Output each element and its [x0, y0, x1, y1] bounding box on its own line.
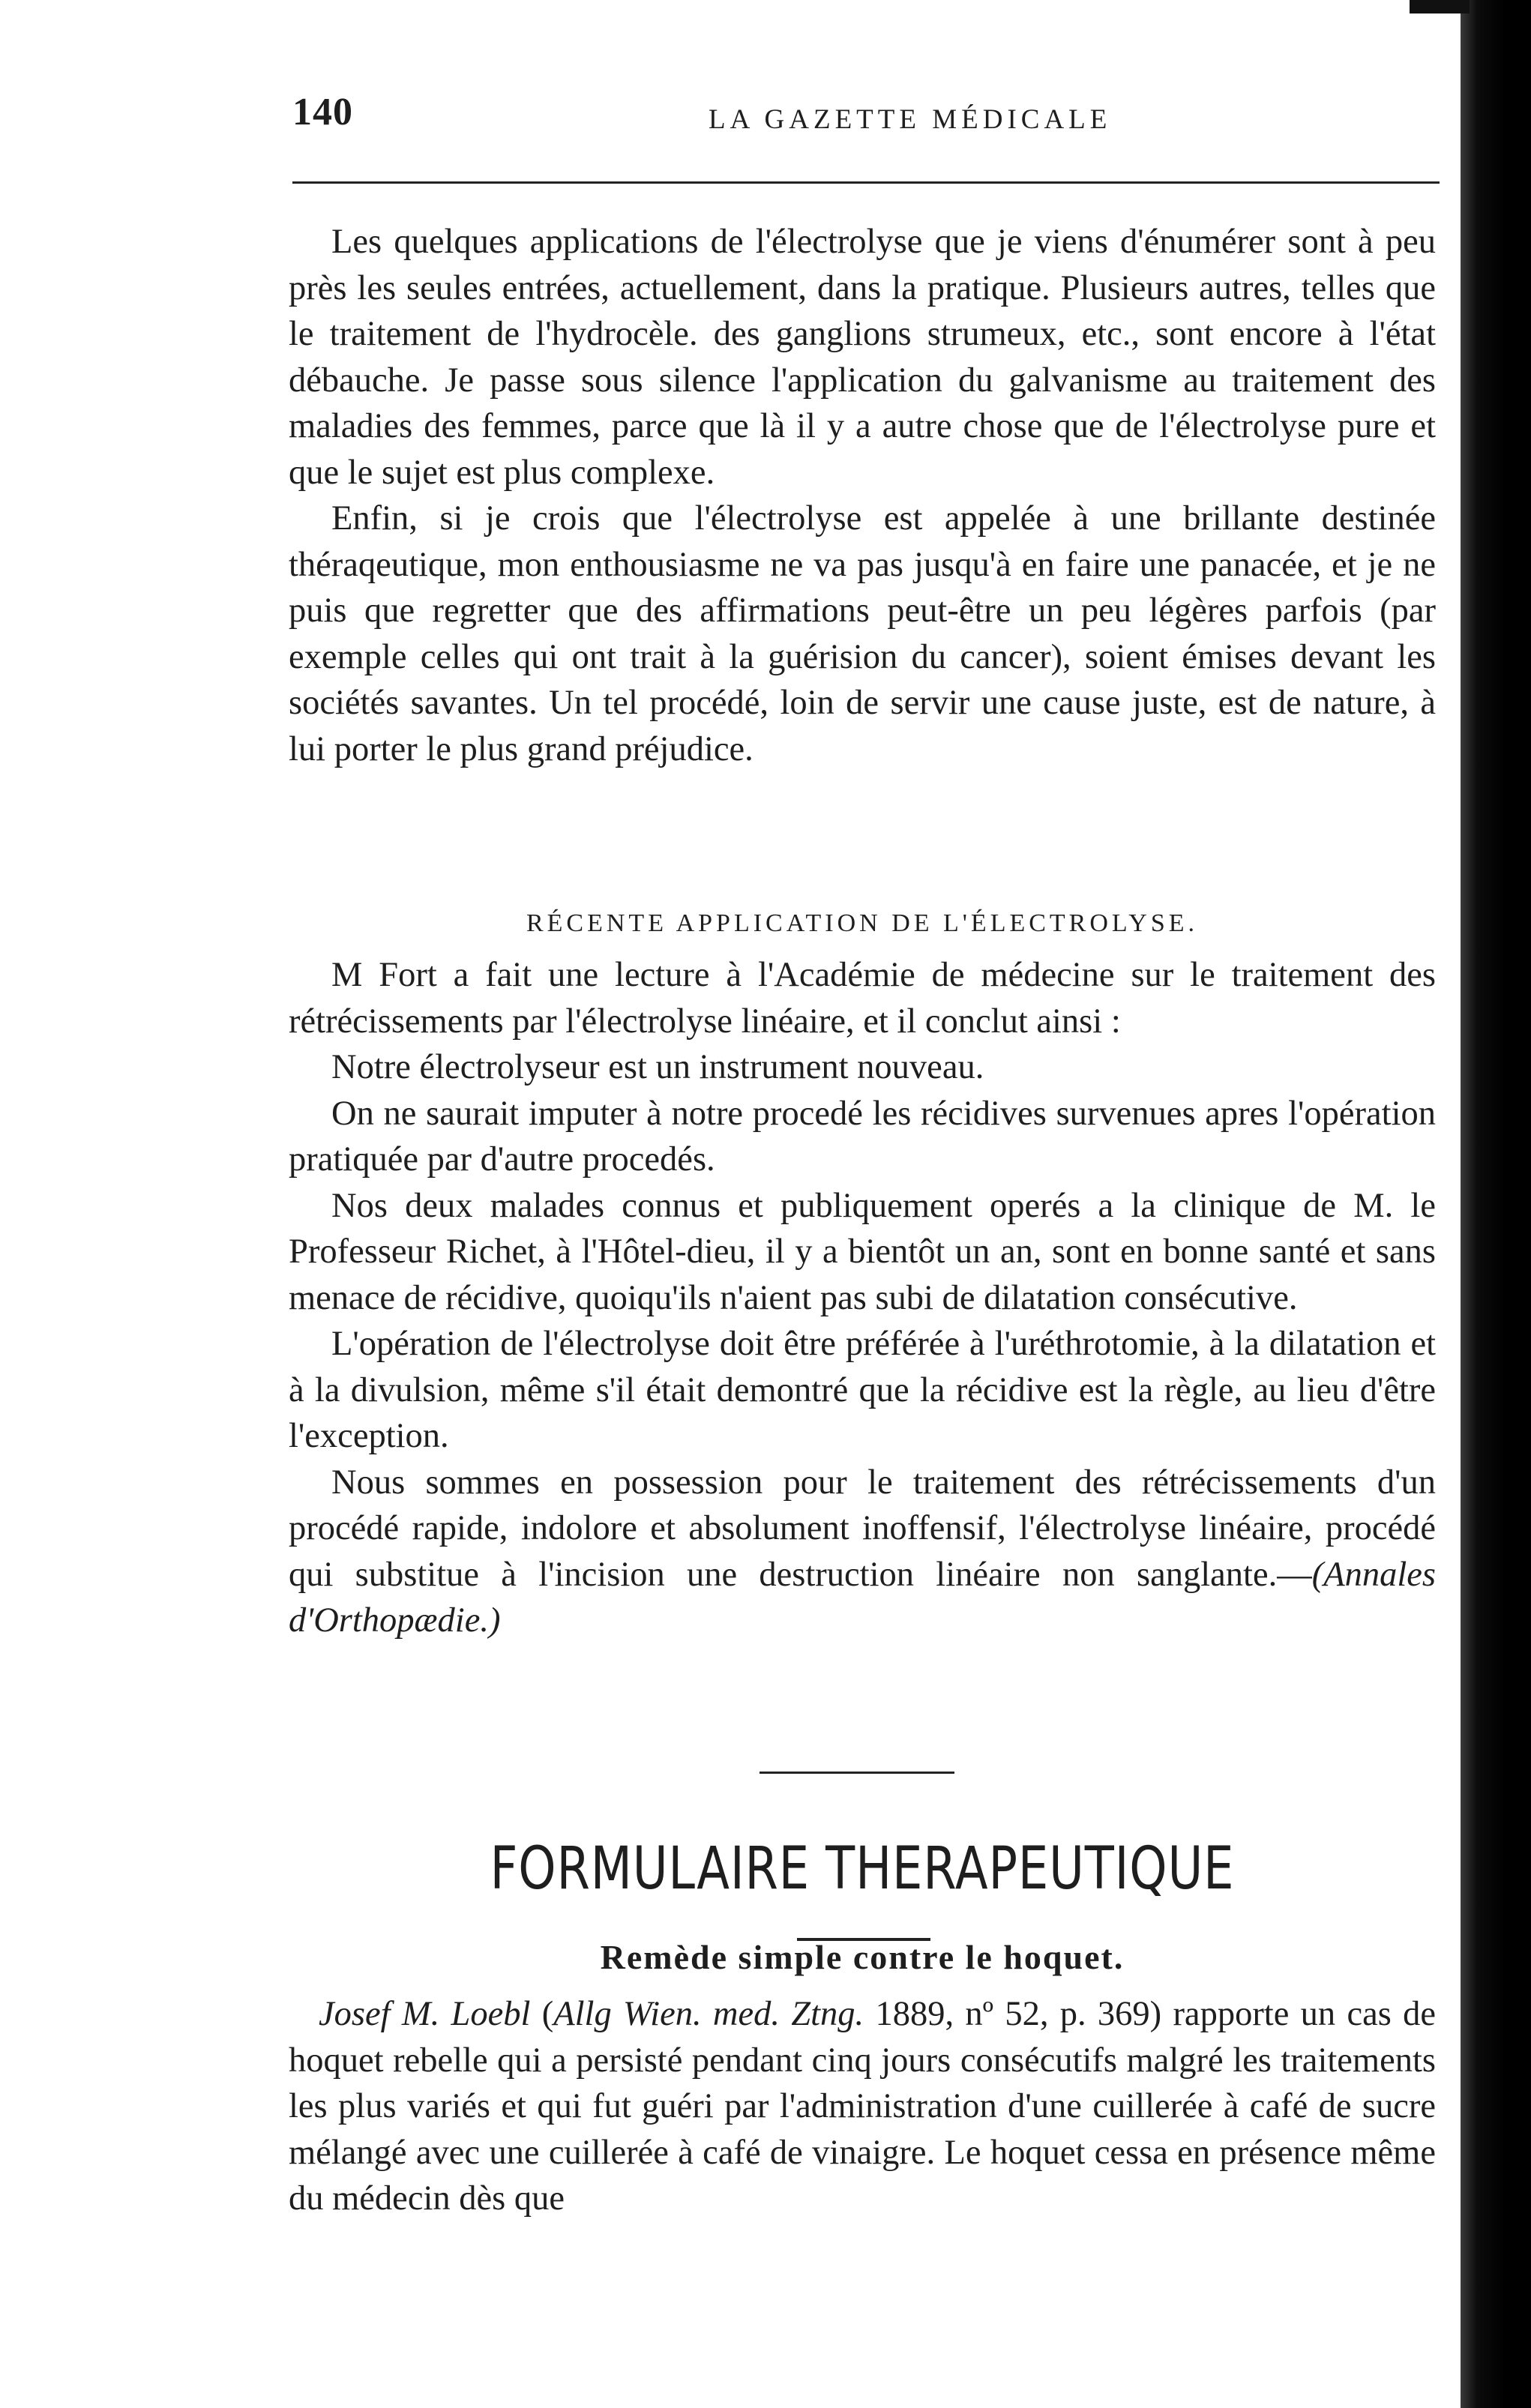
page-header — [292, 90, 1447, 157]
formulary-body: rapporte un cas de hoquet rebelle qui a persisté pendant cinq jours consécutifs malgré les traitements les plus variés et qui fut guéri par l'administration d'une cuillerée à café de sucre mélangé avec une cuillerée à café de vinaigre. Le hoquet cessa en présence même du médecin dès que — [289, 1995, 1436, 2218]
binding-edge-top — [1410, 0, 1470, 13]
section-text — [289, 952, 1436, 1644]
intro-text — [289, 219, 1436, 772]
running-title: LA GAZETTE MÉDICALE — [709, 104, 1112, 135]
intro-paragraph-1: Les quelques applications de l'électrolyse que je viens d'énumérer sont à peu près les seules entrées, actuellement, dans la pratique. Plusieurs autres, telles que le traitement de l'hydrocèle. des ganglions strumeux, etc., sont encore à l'état débauche. Je passe sous silence l'application du galvanisme au traitement des maladies des femmes, parce que là il y a autre chose que de l'électrolyse pure et que le sujet est plus complexe. — [289, 223, 1436, 492]
binding-edge — [1461, 0, 1531, 2408]
reference-details: 1889, nº 52, p. 369) — [864, 1995, 1162, 2033]
section-paragraph-6-text: Nous sommes en possession pour le traitement des rétrécissements d'un procédé rapide, indolore et absolument inoffensif, l'électrolyse linéaire, procédé qui substitue à l'incision une destruction linéaire non sanglante. — [289, 1463, 1436, 1594]
section-paragraph-5: L'opération de l'électrolyse doit être préférée à l'uréthrotomie, à la dilatation et à la divulsion, même s'il était demontré que la récidive est la règle, au lieu d'être l'exception. — [289, 1325, 1436, 1455]
formulary-text — [289, 1991, 1436, 2222]
header-rule — [292, 181, 1440, 184]
section-paragraph-1: M Fort a fait une lecture à l'Académie de médecine sur le traitement des rétrécissements par l'électrolyse linéaire, et il conclut ainsi : — [289, 956, 1436, 1041]
section-paragraph-4: Nos deux malades connus et publiquement operés a la clinique de M. le Professeur Richet, à l'Hôtel-dieu, il y a bientôt un an, sont en bonne santé et sans menace de récidive, quoiqu'ils n'aient pas subi de dilatation consécutive. — [289, 1186, 1436, 1317]
section-separator — [760, 1772, 954, 1774]
intro-paragraph-2: Enfin, si je crois que l'électrolyse est appelée à une brillante destinée théraqeutique, mon enthousiasme ne va pas jusqu'à en faire une panacée, et je ne puis que regretter que des affirmations peut-être un peu légères parfois (par exemple celles qui ont trait à la guérision du cancer), soient émises devant les sociétés savantes. Un tel procédé, loin de servir une cause juste, est de nature, à lui porter le plus grand préjudice. — [289, 499, 1436, 768]
citation: (Annales d'Orthopædie.) — [289, 1555, 1436, 1640]
section-paragraph-6 — [289, 1460, 1436, 1644]
citation-dash: — — [1277, 1555, 1312, 1594]
article-title: Remède simple contre le hoquet. — [600, 1938, 1125, 1976]
formulary-paragraph — [289, 1991, 1436, 2222]
section-paragraph-3: On ne saurait imputer à notre procedé les récidives survenues apres l'opération pratiquée par d'autre procedés. — [289, 1094, 1436, 1179]
article-author: Josef M. Loebl — [319, 1995, 531, 2033]
formulary-title: FORMULAIRE THERAPEUTIQUE — [490, 1835, 1235, 1903]
reference-open: ( — [541, 1995, 554, 2033]
page-number: 140 — [292, 91, 353, 133]
section-heading: RÉCENTE APPLICATION DE L'ÉLECTROLYSE. — [526, 909, 1199, 937]
section-paragraph-2: Notre électrolyseur est un instrument nouveau. — [331, 1048, 984, 1086]
reference-journal: Allg Wien. med. Ztng. — [553, 1995, 864, 2033]
